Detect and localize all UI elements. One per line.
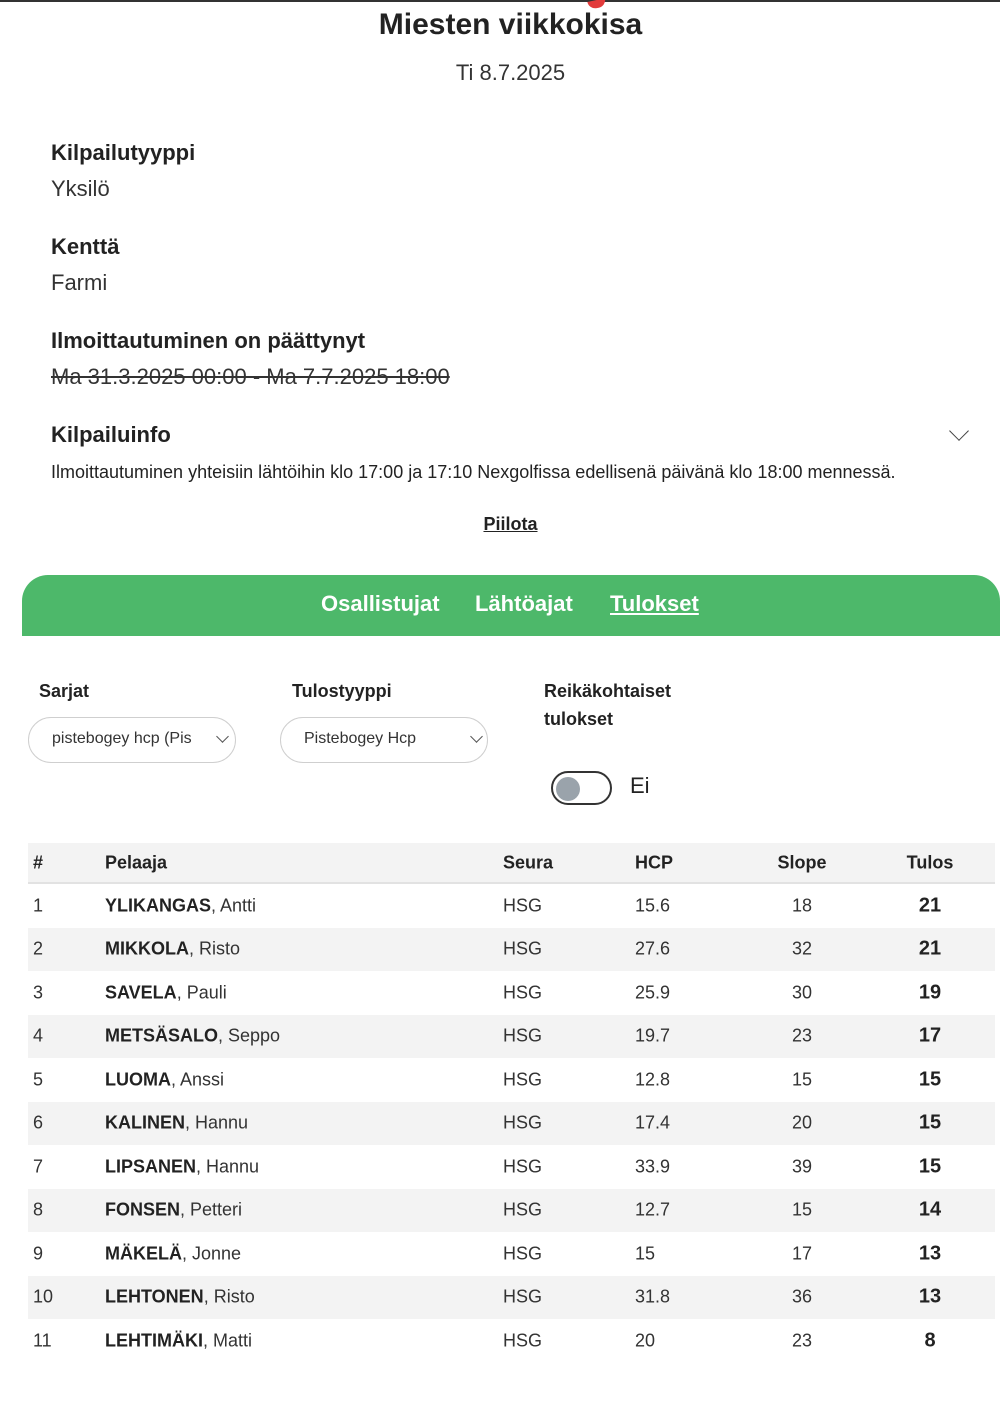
tab-bar: [22, 575, 1000, 636]
player-club: HSG: [503, 1243, 543, 1264]
page-title: Miesten viikkokisa: [378, 8, 643, 41]
table-row[interactable]: [28, 1015, 995, 1059]
player-lastname: SAVELA: [105, 982, 177, 1003]
table-row[interactable]: [28, 1189, 995, 1233]
player-firstname: , Anssi: [171, 1069, 225, 1090]
player-hcp: 15: [635, 1243, 656, 1264]
player-firstname: , Jonne: [182, 1243, 242, 1264]
toggle-knob: [556, 777, 580, 801]
player-result-value: 21: [918, 937, 942, 960]
hole-results-state: Ei: [630, 773, 650, 798]
player-firstname: , Pauli: [176, 982, 227, 1003]
player-lastname: LEHTIMÄKI: [105, 1330, 203, 1351]
table-row[interactable]: [28, 1232, 995, 1276]
player-lastname: METSÄSALO: [105, 1025, 219, 1046]
player-club: HSG: [503, 1199, 543, 1220]
hide-info-link[interactable]: Piilota: [483, 514, 538, 534]
player-name[interactable]: [105, 1113, 248, 1134]
tab-participants[interactable]: Osallistujat: [321, 591, 440, 616]
row-position: 7: [33, 1156, 44, 1177]
tab-tee-times[interactable]: Lähtöajat: [475, 591, 573, 616]
player-club: HSG: [503, 1069, 543, 1090]
player-hcp: 12.7: [635, 1199, 671, 1220]
hole-results-toggle[interactable]: [551, 771, 612, 805]
course-block: [51, 234, 119, 296]
player-lastname: MIKKOLA: [105, 938, 189, 959]
player-name[interactable]: [105, 1200, 242, 1221]
table-row[interactable]: [28, 971, 995, 1015]
player-name[interactable]: [105, 1156, 259, 1177]
player-firstname: , Risto: [203, 1286, 255, 1307]
player-slope-value: 18: [791, 895, 813, 916]
competition-date: Ti 8.7.2025: [455, 60, 566, 85]
player-result-value: 19: [918, 981, 942, 1004]
row-position: 4: [33, 1025, 44, 1046]
player-name[interactable]: [105, 982, 227, 1003]
results-table: [28, 843, 995, 1363]
row-position: 2: [33, 938, 44, 959]
player-lastname: LUOMA: [105, 1069, 171, 1090]
course-value: Farmi: [51, 270, 108, 295]
player-firstname: , Antti: [211, 895, 257, 916]
series-label: Sarjat: [39, 681, 90, 701]
player-slope-value: 15: [791, 1199, 813, 1220]
table-row[interactable]: [28, 1145, 995, 1189]
hole-results-label: [544, 677, 671, 733]
row-position: 3: [33, 982, 44, 1003]
player-club: HSG: [503, 1112, 543, 1133]
player-firstname: , Seppo: [218, 1025, 281, 1046]
player-lastname: KALINEN: [105, 1112, 185, 1133]
player-result-value: 13: [918, 1242, 942, 1265]
registration-block: [51, 328, 450, 390]
header-hcp[interactable]: HCP: [635, 852, 674, 872]
player-result-value: 15: [918, 1068, 942, 1091]
player-slope-value: 17: [791, 1243, 813, 1264]
header-player[interactable]: Pelaaja: [105, 852, 168, 872]
player-hcp: 31.8: [635, 1286, 671, 1307]
row-position: 8: [33, 1199, 44, 1220]
player-lastname: LEHTONEN: [105, 1286, 204, 1307]
player-slope-value: 23: [791, 1330, 813, 1351]
player-name[interactable]: [105, 1330, 252, 1351]
competition-type-value: Yksilö: [51, 176, 110, 201]
player-hcp: 27.6: [635, 938, 671, 959]
player-result-value: 8: [924, 1329, 936, 1352]
table-row[interactable]: [28, 1276, 995, 1320]
chevron-down-icon[interactable]: [949, 421, 969, 441]
player-slope-value: 30: [791, 982, 813, 1003]
player-result-value: 13: [918, 1285, 942, 1308]
player-name[interactable]: [105, 1287, 255, 1308]
player-name[interactable]: [105, 895, 256, 916]
player-club: HSG: [503, 1156, 543, 1177]
player-hcp: 20: [635, 1330, 656, 1351]
player-name[interactable]: [105, 1069, 224, 1090]
row-position: 11: [33, 1330, 52, 1351]
player-club: HSG: [503, 1286, 543, 1307]
tab-results[interactable]: Tulokset: [610, 591, 699, 616]
player-firstname: , Petteri: [180, 1199, 243, 1220]
table-row[interactable]: [28, 928, 995, 972]
player-club: HSG: [503, 895, 543, 916]
player-hcp: 15.6: [635, 895, 671, 916]
chevron-down-icon: [216, 730, 229, 743]
header-club[interactable]: Seura: [503, 852, 554, 872]
player-hcp: 12.8: [635, 1069, 671, 1090]
top-border: [0, 0, 1000, 2]
player-firstname: , Hannu: [185, 1112, 249, 1133]
header-slope-text: Slope: [777, 852, 827, 872]
player-lastname: MÄKELÄ: [105, 1243, 182, 1264]
player-result-value: 14: [918, 1198, 942, 1221]
player-hcp: 17.4: [635, 1112, 671, 1133]
player-hcp: 25.9: [635, 982, 671, 1003]
row-position: 9: [33, 1243, 44, 1264]
table-row[interactable]: [28, 1102, 995, 1146]
table-row[interactable]: [28, 884, 995, 928]
competition-type-label: Kilpailutyyppi: [51, 140, 196, 165]
player-lastname: FONSEN: [105, 1199, 181, 1220]
row-position: 6: [33, 1112, 44, 1133]
competition-info-label: Kilpailuinfo: [51, 422, 171, 447]
hole-results-label-line2: tulokset: [544, 709, 614, 729]
player-firstname: , Hannu: [196, 1156, 260, 1177]
player-lastname: YLIKANGAS: [105, 895, 212, 916]
result-type-select-value: Pistebogey Hcp: [304, 730, 417, 747]
series-select[interactable]: [28, 717, 236, 763]
course-label: Kenttä: [51, 234, 120, 259]
player-slope-value: 15: [791, 1069, 813, 1090]
registration-period: Ma 31.3.2025 00:00 - Ma 7.7.2025 18:00: [51, 364, 450, 389]
player-club: HSG: [503, 982, 543, 1003]
header-result-text: Tulos: [906, 852, 954, 872]
row-position: 5: [33, 1069, 44, 1090]
player-firstname: , Risto: [189, 938, 241, 959]
player-club: HSG: [503, 1330, 543, 1351]
player-hcp: 33.9: [635, 1156, 671, 1177]
table-header: [28, 843, 995, 884]
player-slope-value: 39: [791, 1156, 813, 1177]
row-position: 1: [33, 895, 44, 916]
competition-info-text: Ilmoittautuminen yhteisiin lähtöihin klo 17:00 ja 17:10 Nexgolfissa edellisenä päivänä klo 18:00 mennessä.: [51, 462, 896, 482]
player-result-value: 15: [918, 1155, 942, 1178]
player-result-value: 15: [918, 1111, 942, 1134]
player-slope-value: 32: [791, 938, 813, 959]
player-club: HSG: [503, 1025, 543, 1046]
table-body: [28, 884, 995, 1363]
competition-type-block: [51, 140, 195, 202]
player-slope-value: 23: [791, 1025, 813, 1046]
player-result-value: 21: [918, 894, 942, 917]
row-position: 10: [33, 1286, 54, 1307]
header-num[interactable]: #: [33, 852, 44, 872]
player-result-value: 17: [918, 1024, 942, 1047]
player-slope-value: 20: [791, 1112, 813, 1133]
chevron-down-icon: [470, 730, 483, 743]
player-club: HSG: [503, 938, 543, 959]
result-type-label: Tulostyyppi: [292, 681, 392, 701]
player-name[interactable]: [105, 939, 240, 960]
player-lastname: LIPSANEN: [105, 1156, 197, 1177]
player-hcp: 19.7: [635, 1025, 671, 1046]
player-slope-value: 36: [791, 1286, 813, 1307]
hole-results-label-line1: Reikäkohtaiset: [544, 681, 672, 701]
table-row[interactable]: [28, 1319, 995, 1363]
table-row[interactable]: [28, 1058, 995, 1102]
player-name[interactable]: [105, 1026, 280, 1047]
result-type-select[interactable]: [280, 717, 488, 763]
player-name[interactable]: [105, 1243, 241, 1264]
registration-status-label: Ilmoittautuminen on päättynyt: [51, 328, 366, 353]
player-firstname: , Matti: [203, 1330, 253, 1351]
series-select-value: pistebogey hcp (Pis: [52, 730, 192, 747]
competition-info-header[interactable]: [51, 422, 171, 448]
